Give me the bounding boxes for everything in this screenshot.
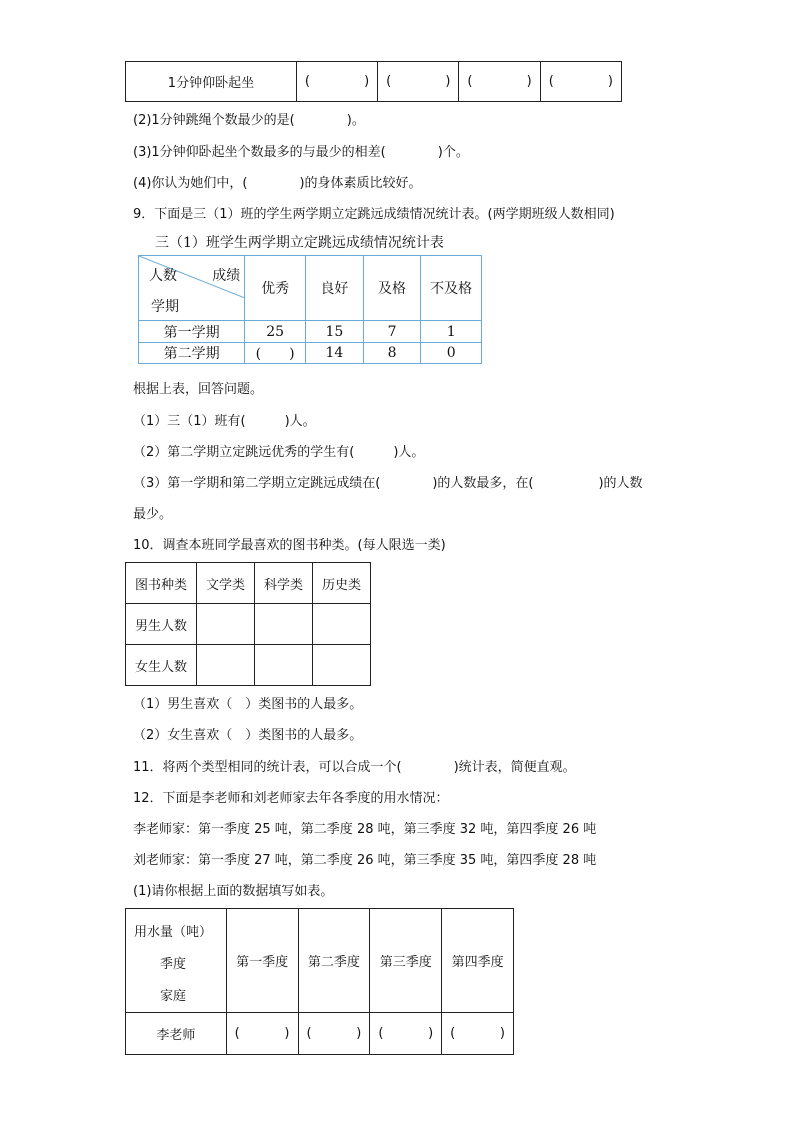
- q12-liu-data: 刘老师家：第一季度 27 吨，第二季度 26 吨，第三季度 35 吨，第四季度 28 吨: [133, 853, 597, 868]
- cell: 0: [421, 343, 482, 364]
- blank-cell[interactable]: [197, 645, 255, 686]
- q11-text: 11．将两个类型相同的统计表，可以合成一个( )统计表，简便直观。: [133, 760, 576, 775]
- q12-intro: 12．下面是李老师和刘老师家去年各季度的用水情况：: [133, 791, 449, 806]
- top-table: [125, 61, 622, 102]
- col-header: 图书种类: [126, 563, 197, 604]
- row-label: 第一学期: [139, 321, 245, 343]
- q12-table: [125, 908, 514, 1055]
- cell: 1: [421, 321, 482, 343]
- q9-after: 根据上表，回答问题。: [133, 382, 264, 397]
- col-header: 及格: [363, 256, 421, 321]
- header-line1: 用水量（吨）: [134, 925, 213, 940]
- q9-part1: （1）三（1）班有( )人。: [133, 414, 316, 429]
- cell: 14: [306, 343, 364, 364]
- q10-table: [125, 562, 371, 686]
- row-label: 1分钟仰卧起坐: [126, 62, 297, 102]
- q9-table: [138, 255, 482, 364]
- blank-cell[interactable]: ( ): [459, 62, 540, 102]
- blank-cell[interactable]: ( ): [442, 1013, 514, 1055]
- blank-cell[interactable]: ( ): [370, 1013, 442, 1055]
- col-header: 第二季度: [298, 909, 370, 1013]
- row-label: 女生人数: [126, 645, 197, 686]
- table-row: [126, 1013, 514, 1055]
- blank-cell[interactable]: [255, 604, 313, 645]
- header-line3: 家庭: [160, 989, 187, 1004]
- col-header: 文学类: [197, 563, 255, 604]
- blank-cell[interactable]: [313, 645, 371, 686]
- header-top-right: 成绩: [212, 268, 241, 284]
- diagonal-header: [139, 256, 245, 321]
- cell: 8: [363, 343, 421, 364]
- q8-part2: (2)1分钟跳绳个数最少的是( )。: [133, 113, 365, 128]
- q10-part1: （1）男生喜欢（ ）类图书的人最多。: [133, 697, 363, 712]
- col-header: 不及格: [421, 256, 482, 321]
- header-line2: 季度: [160, 957, 187, 972]
- q12-li-data: 李老师家：第一季度 25 吨，第二季度 28 吨，第三季度 32 吨，第四季度 26 吨: [133, 822, 597, 837]
- cell: 25: [245, 321, 306, 343]
- col-header: 良好: [306, 256, 364, 321]
- header-bottom-left: 学期: [151, 299, 179, 315]
- row-label: 李老师: [126, 1013, 227, 1055]
- q9-part3-line1: （3）第一学期和第二学期立定跳远成绩在( )的人数最多，在( )的人数: [133, 476, 643, 491]
- blank-cell[interactable]: [313, 604, 371, 645]
- table-row: [139, 343, 482, 364]
- blank-cell[interactable]: ( ): [298, 1013, 370, 1055]
- q10-part2: （2）女生喜欢（ ）类图书的人最多。: [133, 728, 363, 743]
- blank-cell[interactable]: ( ): [296, 62, 377, 102]
- blank-cell[interactable]: ( ): [540, 62, 621, 102]
- table-row: [139, 321, 482, 343]
- q9-part3-line2: 最少。: [133, 507, 173, 522]
- col-header: 第一季度: [226, 909, 298, 1013]
- cell: 7: [363, 321, 421, 343]
- diagonal-header: [126, 909, 227, 1013]
- header-mid-left: 人数: [149, 268, 177, 284]
- row-label: 第二学期: [139, 343, 245, 364]
- q8-part4: (4)你认为她们中，( )的身体素质比较好。: [133, 176, 422, 191]
- cell: 15: [306, 321, 364, 343]
- table-row: [126, 645, 371, 686]
- blank-cell[interactable]: ( ): [245, 343, 306, 364]
- col-header: 第四季度: [442, 909, 514, 1013]
- q8-part3: (3)1分钟仰卧起坐个数最多的与最少的相差( )个。: [133, 145, 469, 160]
- col-header: 历史类: [313, 563, 371, 604]
- q9-part2: （2）第二学期立定跳远优秀的学生有( )人。: [133, 445, 425, 460]
- q9-intro: 9．下面是三（1）班的学生两学期立定跳远成绩情况统计表。(两学期班级人数相同): [133, 207, 615, 222]
- table-row: [126, 604, 371, 645]
- blank-cell[interactable]: [197, 604, 255, 645]
- blank-cell[interactable]: ( ): [226, 1013, 298, 1055]
- col-header: 优秀: [245, 256, 306, 321]
- col-header: 第三季度: [370, 909, 442, 1013]
- blank-cell[interactable]: ( ): [378, 62, 459, 102]
- q12-part1: (1)请你根据上面的数据填写如表。: [133, 884, 334, 899]
- blank-cell[interactable]: [255, 645, 313, 686]
- q9-table-caption: 三（1）班学生两学期立定跳远成绩情况统计表: [155, 235, 444, 251]
- col-header: 科学类: [255, 563, 313, 604]
- q10-intro: 10．调查本班同学最喜欢的图书种类。(每人限选一类): [133, 538, 446, 553]
- row-label: 男生人数: [126, 604, 197, 645]
